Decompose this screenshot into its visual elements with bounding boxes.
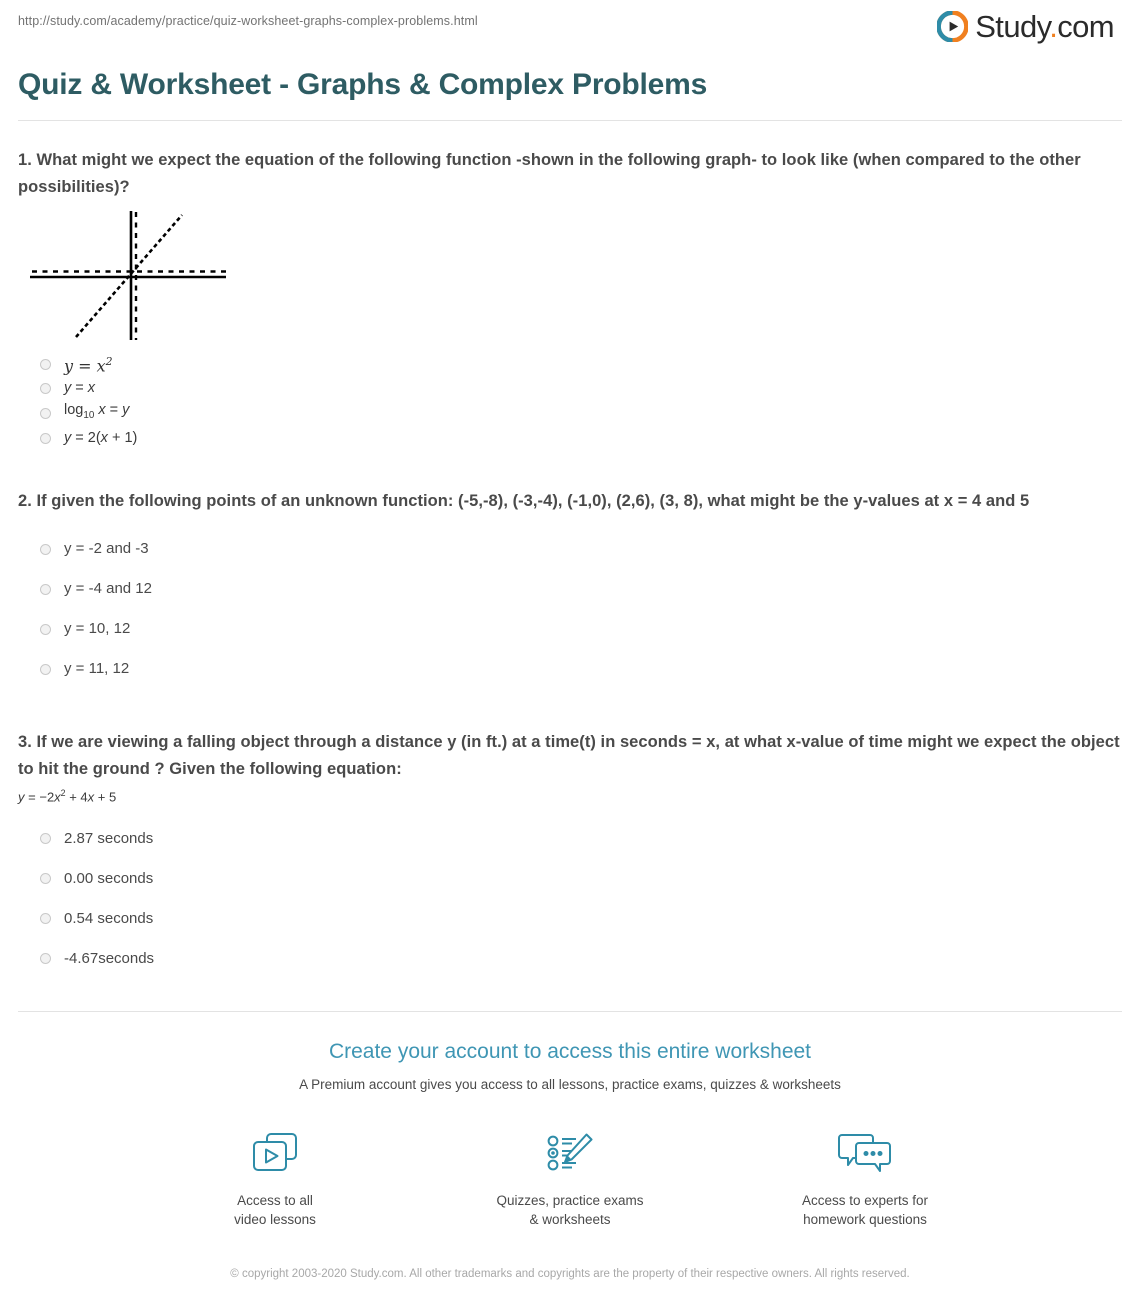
- question-3-answers: [18, 819, 1122, 979]
- feature-expert-help: [783, 1126, 948, 1229]
- answer-option[interactable]: [18, 939, 1122, 979]
- page-url: http://study.com/academy/practice/quiz-worksheet-graphs-complex-problems.html: [18, 14, 478, 28]
- question-1-answers: [18, 352, 1122, 450]
- radio-button-icon[interactable]: [40, 953, 51, 964]
- answer-label: $\log_{10} x = y$: [64, 402, 130, 422]
- answer-label: y = -2 and -3: [64, 540, 149, 558]
- answer-option[interactable]: [18, 426, 1122, 450]
- answer-option[interactable]: [18, 376, 1122, 400]
- answer-option[interactable]: [18, 649, 1122, 689]
- answer-label: y = -4 and 12: [64, 580, 152, 598]
- radio-button-icon[interactable]: [40, 408, 51, 419]
- question-3-equation: $y = -2x^2 + 4x + 5$: [18, 788, 117, 805]
- answer-label: 0.00 seconds: [64, 869, 154, 887]
- study-com-logo[interactable]: [937, 11, 1122, 42]
- feature-label: Quizzes, practice exams & worksheets: [496, 1192, 644, 1227]
- video-cards-play-icon: [193, 1126, 358, 1180]
- radio-button-icon[interactable]: [40, 873, 51, 884]
- page-header: [18, 0, 1122, 52]
- answer-label: 0.54 seconds: [64, 909, 154, 927]
- radio-button-icon[interactable]: [40, 584, 51, 595]
- question-2-text: 2. If given the following points of an unknown function: (-5,-8), (-3,-4), (-1,0), (2,6), (3, 8), what might be the y-values at x = 4 and 5: [18, 492, 1030, 511]
- answer-option[interactable]: [18, 859, 1122, 899]
- answer-option[interactable]: [18, 609, 1122, 649]
- copyright-notice: © copyright 2003-2020 Study.com. All other trademarks and copyrights are the property of their respective owners. All rights reserved.: [230, 1267, 910, 1280]
- answer-option[interactable]: [18, 569, 1122, 609]
- answer-option[interactable]: [18, 899, 1122, 939]
- brand-dot: .: [1049, 9, 1058, 44]
- answer-label: $y = x^2$: [64, 355, 113, 376]
- question-2: [18, 488, 1122, 689]
- answer-option[interactable]: [18, 529, 1122, 569]
- title-divider: [18, 120, 1122, 121]
- create-account-cta: [18, 1012, 1122, 1283]
- premium-features: [18, 1126, 1122, 1229]
- answer-label: y = 10, 12: [64, 620, 131, 638]
- radio-button-icon[interactable]: [40, 913, 51, 924]
- brand-wordmark: [975, 11, 1114, 42]
- question-1: [18, 147, 1122, 450]
- radio-button-icon[interactable]: [40, 624, 51, 635]
- question-3-text: 3. If we are viewing a falling object through a distance y (in ft.) at a time(t) in seconds = x, at what x-value of time might we expect the object to hit the ground ? Given the following equation:: [18, 733, 1120, 779]
- answer-label: y = x: [64, 380, 96, 397]
- radio-button-icon[interactable]: [40, 664, 51, 675]
- quiz-checklist-pencil-icon: [488, 1126, 653, 1180]
- answer-label: y = 2(x + 1): [64, 430, 138, 447]
- answer-label: 2.87 seconds: [64, 829, 154, 847]
- play-circle-icon: [937, 11, 968, 42]
- feature-label: Access to all video lessons: [234, 1192, 316, 1227]
- feature-quizzes-worksheets: [488, 1126, 653, 1229]
- chat-bubbles-icon: [783, 1126, 948, 1180]
- radio-button-icon[interactable]: [40, 544, 51, 555]
- feature-video-lessons: [193, 1126, 358, 1229]
- feature-label: Access to experts for homework questions: [801, 1192, 929, 1227]
- answer-option[interactable]: [18, 819, 1122, 859]
- question-2-answers: [18, 529, 1122, 689]
- radio-button-icon[interactable]: [40, 833, 51, 844]
- cta-subtext: A Premium account gives you access to all lessons, practice exams, quizzes & worksheets: [299, 1076, 841, 1092]
- create-account-link[interactable]: Create your account to access this entire worksheet: [328, 1039, 812, 1063]
- radio-button-icon[interactable]: [40, 359, 51, 370]
- question-1-text: 1. What might we expect the equation of the following function -shown in the following graph- to look like (when compared to the other possibilities)?: [18, 151, 1081, 196]
- answer-option[interactable]: [18, 352, 1122, 376]
- radio-button-icon[interactable]: [40, 433, 51, 444]
- answer-label: y = 11, 12: [64, 660, 130, 678]
- answer-option[interactable]: [18, 400, 1122, 426]
- linear-function-graph: [30, 209, 235, 344]
- brand-tld: com: [1057, 9, 1114, 44]
- radio-button-icon[interactable]: [40, 383, 51, 394]
- question-3: [18, 729, 1122, 978]
- page-title: Quiz & Worksheet - Graphs & Complex Problems: [18, 68, 708, 101]
- answer-label: -4.67seconds: [64, 949, 155, 967]
- brand-name: Study: [975, 9, 1050, 44]
